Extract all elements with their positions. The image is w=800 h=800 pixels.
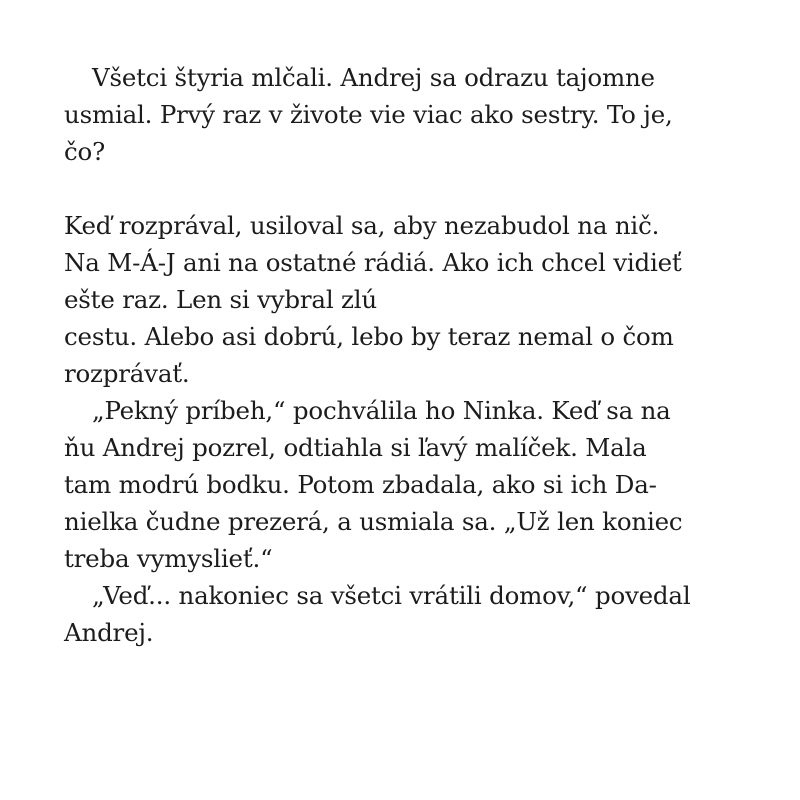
body-text	[64, 59, 764, 651]
text-line: Všetci štyria mlčali. Andrej sa odrazu tajomne	[92, 63, 655, 92]
text-line: rozprávať.	[64, 359, 190, 388]
text-line: „Veď... nakoniec sa všetci vrátili domov,“ povedal	[92, 581, 691, 610]
text-line: tam modrú bodku. Potom zbadala, ako si ich Da-	[64, 470, 657, 499]
text-line: usmial. Prvý raz v živote vie viac ako sestry. To je,	[64, 100, 673, 129]
text-line: „Pekný príbeh,“ pochválila ho Ninka. Keď sa na	[92, 396, 671, 425]
text-line: Andrej.	[64, 618, 154, 647]
text-line: Na M-Á-J ani na ostatné rádiá. Ako ich chcel vidieť	[64, 248, 682, 277]
text-line: treba vymyslieť.“	[64, 544, 273, 573]
text-line: čo?	[64, 137, 106, 166]
text-line: nielka čudne prezerá, a usmiala sa. „Už len koniec	[64, 507, 683, 536]
paragraph-gap	[64, 170, 764, 207]
text-line: ešte raz. Len si vybral zlú	[64, 285, 377, 314]
text-line: Keď rozprával, usiloval sa, aby nezabudol na nič.	[64, 211, 660, 240]
text-line: ňu Andrej pozrel, odtiahla si ľavý malíček. Mala	[64, 433, 647, 462]
text-line: cestu. Alebo asi dobrú, lebo by teraz nemal o čom	[64, 322, 674, 351]
